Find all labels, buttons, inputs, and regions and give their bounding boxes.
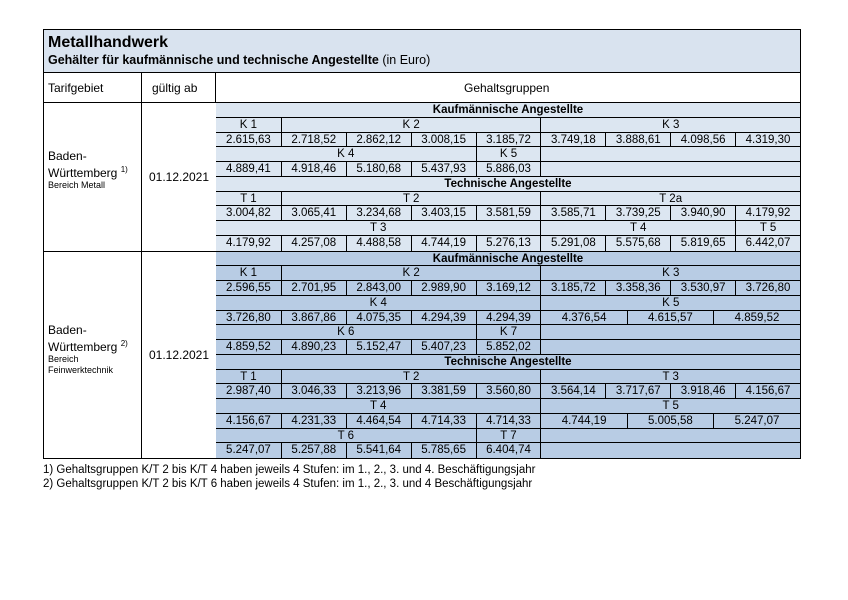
table-cell: 3.581,59 bbox=[476, 206, 541, 220]
region-name-line1: Baden- bbox=[48, 322, 87, 337]
table-cell: 3.185,72 bbox=[540, 281, 605, 295]
table-cell: 3.940,90 bbox=[670, 206, 735, 220]
table-cell: T 3 bbox=[540, 370, 800, 384]
table-cell: 3.358,36 bbox=[605, 281, 670, 295]
subtitle-rest: (in Euro) bbox=[378, 53, 431, 67]
table-cell: 4.156,67 bbox=[735, 384, 800, 398]
table-cell: 5.819,65 bbox=[670, 236, 735, 251]
table-row bbox=[216, 399, 800, 414]
footnote-mark: 1) bbox=[120, 165, 128, 174]
table-cell: 6.442,07 bbox=[735, 236, 800, 251]
table-cell: K 5 bbox=[540, 296, 800, 310]
table-cell: K 4 bbox=[337, 148, 355, 161]
tarifgebiet-cell bbox=[44, 103, 141, 251]
table-cell: T 6 bbox=[337, 429, 354, 442]
table-cell: 4.179,92 bbox=[226, 236, 271, 249]
table-row bbox=[216, 384, 800, 399]
table-cell: K 5 bbox=[476, 147, 541, 161]
table-cell: 4.488,58 bbox=[346, 236, 411, 251]
table-cell: 3.749,18 bbox=[540, 133, 605, 147]
table-cell: 3.564,14 bbox=[540, 384, 605, 398]
table-cell: T 5 bbox=[540, 399, 800, 413]
table-row bbox=[216, 266, 800, 281]
valid-from-date: 01.12.2021 bbox=[148, 169, 210, 184]
table-row bbox=[216, 118, 800, 133]
table-cell: 3.065,41 bbox=[281, 206, 346, 220]
table-row bbox=[216, 340, 800, 355]
footnote-1: 1) Gehaltsgruppen K/T 2 bis K/T 4 haben jeweils 4 Stufen: im 1., 2., 3. und 4. Beschäftigungsjahr bbox=[43, 464, 536, 476]
table-cell: 3.046,33 bbox=[281, 384, 346, 398]
table-cell: 5.180,68 bbox=[346, 162, 411, 176]
table-cell: T 1 bbox=[240, 192, 257, 205]
table-cell: 5.785,65 bbox=[411, 443, 476, 458]
footnote-2: 2) Gehaltsgruppen K/T 2 bis K/T 6 haben jeweils 4 Stufen: im 1., 2., 3. und 4 Beschäftigungsjahr bbox=[43, 478, 533, 490]
document-title: Metallhandwerk bbox=[48, 34, 169, 51]
table-cell: 4.714,33 bbox=[476, 414, 541, 428]
table-header-box bbox=[43, 29, 801, 73]
table-row bbox=[216, 192, 800, 207]
salary-document bbox=[43, 29, 801, 459]
table-cell: 4.319,30 bbox=[735, 133, 800, 147]
table-cell: 4.294,39 bbox=[411, 311, 476, 325]
footnotes bbox=[43, 463, 535, 491]
table-cell: 3.867,86 bbox=[281, 311, 346, 325]
table-cell: T 7 bbox=[476, 429, 541, 443]
table-cell: 3.234,68 bbox=[346, 206, 411, 220]
header-gueltig-ab: gültig ab bbox=[152, 81, 198, 95]
table-cell: 5.886,03 bbox=[476, 162, 541, 176]
header-gehaltsgruppen: Gehaltsgruppen bbox=[464, 81, 550, 95]
region-name-line1: Baden- bbox=[48, 149, 87, 163]
empty-cell bbox=[540, 340, 800, 354]
table-cell: 4.859,52 bbox=[226, 341, 271, 353]
table-cell: 5.257,88 bbox=[281, 443, 346, 458]
table-cell: 2.843,00 bbox=[346, 281, 411, 295]
table-cell: 4.257,08 bbox=[281, 236, 346, 251]
table-cell: 4.890,23 bbox=[281, 340, 346, 354]
empty-cell bbox=[540, 443, 800, 458]
table-cell: 5.575,68 bbox=[605, 236, 670, 251]
table-cell: 5.541,64 bbox=[346, 443, 411, 458]
table-row bbox=[216, 162, 800, 177]
table-cell: 4.156,67 bbox=[226, 414, 271, 427]
table-cell: 3.185,72 bbox=[476, 133, 541, 147]
table-cell: 4.744,19 bbox=[540, 414, 626, 428]
table-cell: 4.464,54 bbox=[346, 414, 411, 428]
table-cell: 4.231,33 bbox=[281, 414, 346, 428]
table-cell: 6.404,74 bbox=[476, 443, 541, 458]
table-cell: T 1 bbox=[240, 370, 257, 383]
table-row bbox=[216, 221, 800, 236]
table-cell: K 7 bbox=[476, 325, 541, 339]
table-cell: 4.859,52 bbox=[713, 311, 800, 325]
table-cell: 3.530,97 bbox=[670, 281, 735, 295]
region-name-line2: Württemberg $^{2)}$ bbox=[48, 338, 128, 354]
table-cell: 3.381,59 bbox=[411, 384, 476, 398]
table-cell: T 2 bbox=[281, 192, 541, 206]
table-cell: 3.560,80 bbox=[476, 384, 541, 398]
table-row bbox=[216, 429, 800, 444]
table-cell: K 1 bbox=[239, 118, 258, 131]
table-cell: 4.714,33 bbox=[411, 414, 476, 428]
table-cell: 2.989,90 bbox=[411, 281, 476, 295]
table-cell: 5.247,07 bbox=[226, 444, 271, 457]
table-cell: 4.615,57 bbox=[627, 311, 713, 325]
region-block bbox=[43, 103, 801, 252]
table-cell: 5.005,58 bbox=[627, 414, 713, 428]
table-cell: 3.717,67 bbox=[605, 384, 670, 398]
table-cell: K 4 bbox=[369, 296, 387, 309]
section-title-row: Technische Angestellte bbox=[216, 355, 800, 370]
footnote-mark: 2) bbox=[120, 338, 128, 348]
table-row bbox=[216, 206, 800, 221]
table-cell: T 5 bbox=[735, 221, 800, 235]
table-cell: 4.889,41 bbox=[226, 163, 271, 175]
header-tarifgebiet: Tarifgebiet bbox=[48, 81, 104, 95]
table-cell: 2.615,63 bbox=[226, 133, 271, 146]
table-row bbox=[216, 236, 800, 251]
section-title-row: Technische Angestellte bbox=[216, 177, 800, 192]
table-cell: 5.407,23 bbox=[411, 340, 476, 354]
column-header-row bbox=[43, 73, 801, 103]
section-title-row: Kaufmännische Angestellte bbox=[216, 252, 800, 267]
table-cell: 5.247,07 bbox=[713, 414, 800, 428]
table-cell: 3.008,15 bbox=[411, 133, 476, 147]
table-cell: 3.888,61 bbox=[605, 133, 670, 147]
empty-cell bbox=[540, 147, 800, 161]
region-label bbox=[48, 149, 128, 191]
table-row bbox=[216, 370, 800, 385]
table-cell: 3.169,12 bbox=[476, 281, 541, 295]
table-cell: 3.726,80 bbox=[226, 311, 271, 324]
date-cell bbox=[141, 252, 217, 459]
table-row bbox=[216, 133, 800, 148]
date-cell bbox=[141, 103, 217, 251]
table-cell: K 6 bbox=[337, 326, 355, 339]
salary-grid bbox=[216, 103, 800, 251]
table-row bbox=[216, 325, 800, 340]
table-cell: 3.585,71 bbox=[540, 206, 605, 220]
table-cell: 5.852,02 bbox=[476, 340, 541, 354]
table-cell: T 2a bbox=[540, 192, 800, 206]
table-cell: K 2 bbox=[281, 118, 541, 132]
table-cell: K 3 bbox=[540, 118, 800, 132]
region-sub-label: Bereich bbox=[48, 353, 79, 364]
table-cell: 5.291,08 bbox=[540, 236, 605, 251]
table-cell: 4.075,35 bbox=[346, 311, 411, 325]
region-block bbox=[43, 252, 801, 460]
table-row bbox=[216, 296, 800, 311]
table-cell: 4.098,56 bbox=[670, 133, 735, 147]
table-row bbox=[216, 147, 800, 162]
table-cell: 2.987,40 bbox=[226, 385, 271, 398]
table-row bbox=[216, 281, 800, 296]
region-sub-label: Feinwerktechnik bbox=[48, 364, 114, 375]
salary-grid bbox=[216, 252, 800, 459]
table-cell: 2.701,95 bbox=[281, 281, 346, 295]
tarifgebiet-cell bbox=[44, 252, 141, 459]
regions-container bbox=[43, 103, 801, 459]
table-cell: 3.403,15 bbox=[411, 206, 476, 220]
region-name-line2: Württemberg $^{1)}$ bbox=[48, 165, 128, 180]
table-row bbox=[216, 414, 800, 429]
table-cell: K 3 bbox=[540, 266, 800, 280]
table-cell: 3.213,96 bbox=[346, 384, 411, 398]
table-cell: 4.744,19 bbox=[411, 236, 476, 251]
table-cell: 5.152,47 bbox=[346, 340, 411, 354]
valid-from-date: 01.12.2021 bbox=[148, 347, 210, 362]
table-cell: 4.294,39 bbox=[476, 311, 541, 325]
section-title-row: Kaufmännische Angestellte bbox=[216, 103, 800, 118]
table-row bbox=[216, 443, 800, 458]
table-cell: K 1 bbox=[239, 267, 258, 280]
table-cell: 4.179,92 bbox=[735, 206, 800, 220]
table-cell: T 2 bbox=[281, 370, 541, 384]
table-cell: 2.596,55 bbox=[226, 282, 271, 294]
table-cell: 4.376,54 bbox=[540, 311, 626, 325]
table-cell: 3.004,82 bbox=[226, 207, 271, 220]
table-cell: 2.718,52 bbox=[281, 133, 346, 147]
region-label bbox=[48, 323, 128, 376]
table-cell: 2.862,12 bbox=[346, 133, 411, 147]
table-cell: T 3 bbox=[370, 222, 387, 234]
table-cell: 3.918,46 bbox=[670, 384, 735, 398]
table-cell: 4.918,46 bbox=[281, 162, 346, 176]
table-cell: 3.739,25 bbox=[605, 206, 670, 220]
region-sub-label: Bereich Metall bbox=[48, 180, 106, 190]
table-cell: T 4 bbox=[540, 221, 735, 235]
empty-cell bbox=[540, 162, 800, 176]
subtitle-bold: Gehälter für kaufmännische und technische Angestellte bbox=[48, 53, 379, 67]
table-row bbox=[216, 311, 800, 326]
table-cell: 5.276,13 bbox=[476, 236, 541, 251]
document-subtitle bbox=[48, 53, 430, 67]
table-cell: 5.437,93 bbox=[411, 162, 476, 176]
table-cell: 3.726,80 bbox=[735, 281, 800, 295]
empty-cell bbox=[540, 429, 800, 443]
empty-cell bbox=[540, 325, 800, 339]
table-cell: T 4 bbox=[370, 400, 387, 412]
table-cell: K 2 bbox=[281, 266, 541, 280]
